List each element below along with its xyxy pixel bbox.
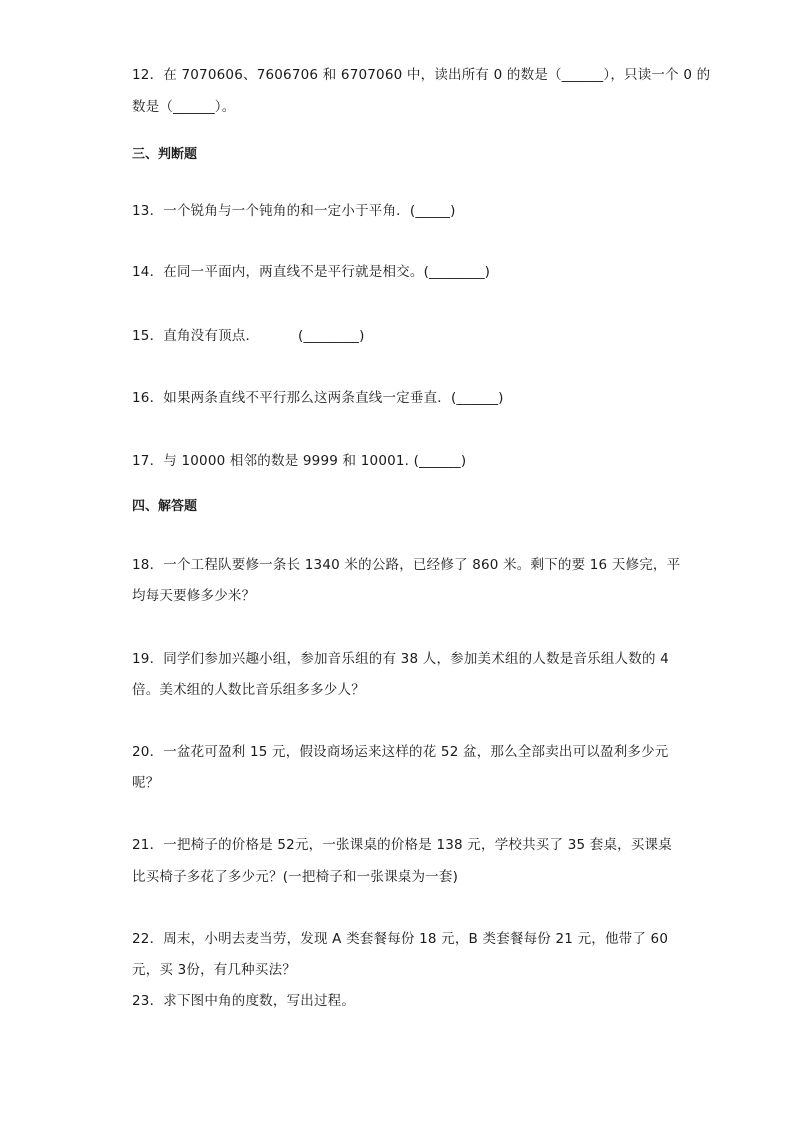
question-19-line-2: 倍。美术组的人数比音乐组多多少人？ <box>132 682 365 698</box>
question-18-line-1: 18．一个工程队要修一条长 1340 米的公路，已经修了 860 米。剩下的要 16 天修完，平 <box>132 557 681 573</box>
question-16: 16．如果两条直线不平行那么这两条直线一定垂直．(______) <box>132 390 504 406</box>
question-23: 23．求下图中角的度数，写出过程。 <box>132 993 356 1009</box>
question-20-line-1: 20．一盆花可盈利 15 元，假设商场运来这样的花 52 盆，那么全部卖出可以盈利多少元 <box>132 744 669 760</box>
question-18-line-2: 均每天要修多少米？ <box>132 588 256 604</box>
section-heading-judgment: 三、判断题 <box>132 147 198 162</box>
question-17: 17．与 10000 相邻的数是 9999 和 10001. (______) <box>132 453 467 469</box>
question-20-line-2: 呢？ <box>132 775 160 791</box>
question-13: 13．一个锐角与一个钝角的和一定小于平角．(_____) <box>132 203 456 219</box>
question-12-line-1: 12．在 7070606、7606706 和 6707060 中，读出所有 0 的数是（______），只读一个 0 的 <box>132 67 711 83</box>
question-19-line-1: 19．同学们参加兴趣小组，参加音乐组的有 38 人，参加美术组的人数是音乐组人数的 4 <box>132 651 669 667</box>
question-21-line-2: 比买椅子多花了多少元？(一把椅子和一张课桌为一套) <box>132 869 459 885</box>
question-22-line-1: 22．周末，小明去麦当劳，发现 A 类套餐每份 18 元，B 类套餐每份 21 元，他带了 60 <box>132 931 669 947</box>
question-15: 15．直角没有顶点． (________) <box>132 328 365 344</box>
question-21-line-1: 21．一把椅子的价格是 52元，一张课桌的价格是 138 元，学校共买了 35 套桌，买课桌 <box>132 837 672 853</box>
question-22-line-2: 元，买 3份，有几种买法？ <box>132 962 296 978</box>
question-14: 14．在同一平面内，两直线不是平行就是相交。(________) <box>132 264 491 280</box>
question-12-line-2: 数是（______）。 <box>132 99 236 115</box>
section-heading-solve: 四、解答题 <box>132 499 198 514</box>
